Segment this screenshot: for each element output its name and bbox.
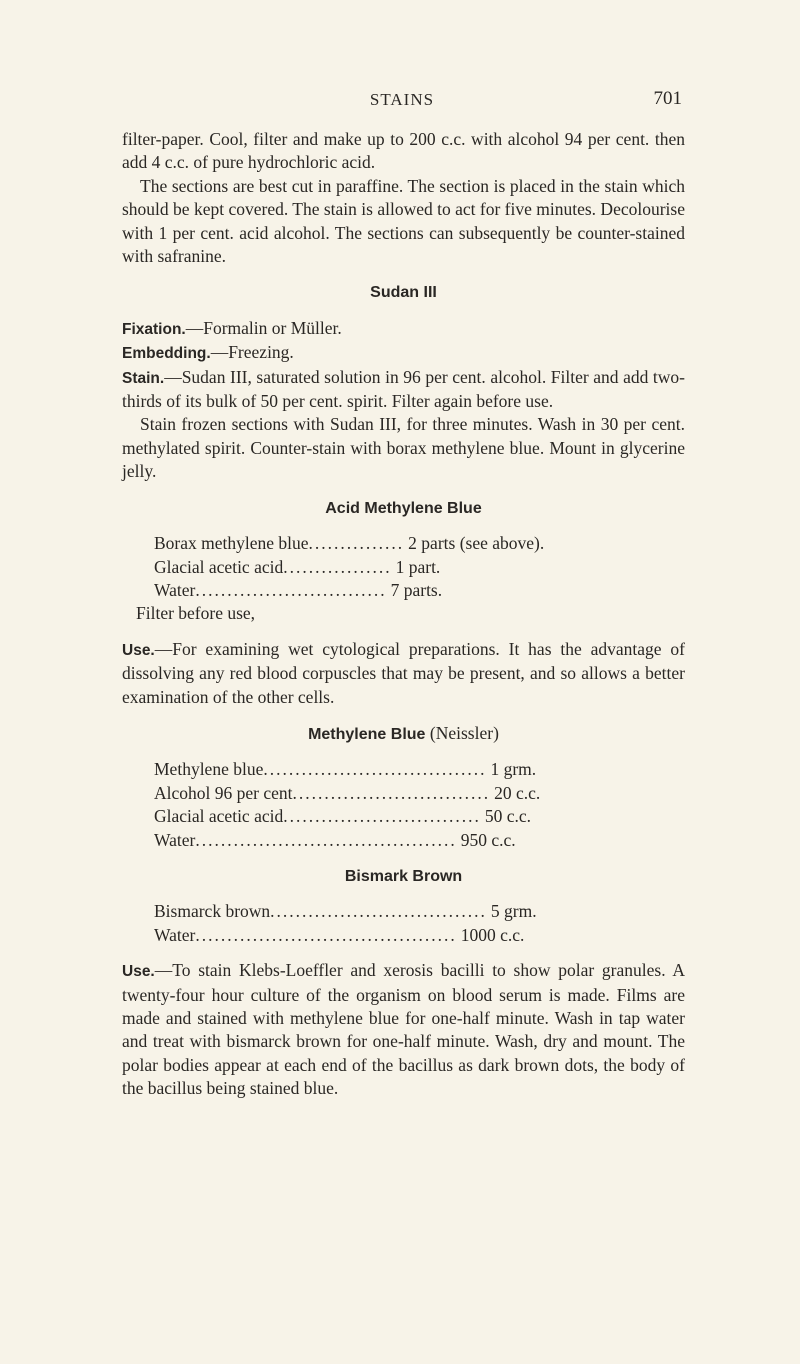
leader-dots: ......................................... [195, 829, 457, 850]
leader-dots: ............................... [283, 806, 481, 827]
recipe-row [154, 532, 685, 555]
recipe-bismark-brown [154, 900, 685, 947]
acid-methylene-use [122, 638, 685, 709]
leader-dots: ............................... [292, 782, 491, 803]
ingredient-name: Alcohol 96 per cent [154, 782, 293, 803]
sudan-embedding [122, 341, 685, 365]
ingredient-name: Borax methylene blue [154, 533, 309, 554]
leader-dots: ......................................... [195, 924, 457, 945]
ingredient-name: Glacial acetic acid [154, 556, 284, 577]
ingredient-amount: 5 grm. [490, 901, 537, 922]
paragraph-continued: filter-paper. Cool, filter and make up to 200 c.c. with alcohol 94 per cent. then add 4 c.c. of pure hydrochloric acid. [122, 129, 685, 173]
leader-dots: .............................. [195, 579, 387, 600]
leader-dots: ............... [308, 533, 405, 554]
recipe-acid-methylene-blue [154, 532, 685, 602]
recipe-methylene-blue-neissler [154, 758, 685, 852]
body-text [122, 128, 685, 1101]
recipe-row [154, 579, 685, 602]
sudan-stain-text: —Sudan III, saturated solution in 96 per cent. alcohol. Filter and add two-thirds of its bulk of 50 per cent. spirit. Filter again before use. [122, 366, 685, 412]
heading-text: Methylene Blue [308, 725, 426, 743]
ingredient-name: Water [154, 924, 196, 945]
run-in-label: Use. [122, 963, 155, 981]
recipe-row [154, 782, 685, 805]
bismark-use-text: —To stain Klebs-Loeffler and xerosis bacilli to show polar granules. A twenty-four hour culture of the organism on blood serum is made. Films are made and stained with methylene blue for one-half minute. Wash in tap water and treat with bismarck brown for one-half minute. Wash, dry and mount. The polar bodies appear at each end of the bacillus as dark brown dots, the body of the bacillus being stained blue. [122, 960, 685, 1099]
recipe-row [154, 829, 685, 852]
spacer [122, 626, 685, 638]
recipe-row [154, 900, 685, 923]
running-head [122, 88, 682, 114]
leader-dots: .................................. [270, 901, 487, 922]
paragraph-sections: The sections are best cut in paraffine. The section is placed in the stain which should be kept covered. The stain is allowed to act for five minutes. Decolourise with 1 per cent. acid alcohol. The sections can subsequently be counter-stained with safranine. [122, 175, 685, 267]
ingredient-amount: 950 c.c. [460, 829, 516, 850]
bismark-use [122, 959, 685, 1100]
heading-author: (Neissler) [429, 722, 499, 743]
ingredient-name: Bismarck brown [154, 901, 271, 922]
heading-bismark-brown: Bismark Brown [344, 867, 463, 885]
sudan-stain [122, 366, 685, 414]
sudan-fixation-text: —Formalin or Müller. [185, 317, 342, 338]
run-in-label: Embedding. [122, 345, 211, 363]
run-in-label: Stain. [122, 369, 165, 387]
heading-acid-methylene-blue: Acid Methylene Blue [325, 499, 482, 517]
acid-methylene-use-text: —For examining wet cytological preparations. It has the advantage of dissolving any red blood corpuscles that may be present, and so allows a better examination of the other cells. [122, 638, 685, 707]
recipe-row [154, 758, 685, 781]
ingredient-amount: 50 c.c. [484, 806, 532, 827]
heading-methylene-blue-neissler [122, 722, 685, 746]
ingredient-name: Water [154, 829, 196, 850]
ingredient-amount: 20 c.c. [494, 782, 541, 803]
recipe-row [154, 805, 685, 828]
page-number: 701 [653, 88, 682, 109]
sudan-method: Stain frozen sections with Sudan III, for three minutes. Wash in 30 per cent. methylated spirit. Counter-stain with borax methylene blue. Mount in glycerine jelly. [122, 414, 685, 482]
ingredient-amount: 2 parts (see above). [408, 533, 545, 554]
leader-dots: ................................... [263, 759, 487, 780]
sudan-embedding-text: —Freezing. [210, 342, 294, 363]
ingredient-amount: 1 part. [395, 556, 441, 577]
recipe-row [154, 556, 685, 579]
recipe-row [154, 924, 685, 947]
leader-dots: ................. [283, 556, 392, 577]
sudan-fixation [122, 317, 685, 341]
running-title: STAINS [369, 90, 435, 109]
ingredient-name: Water [154, 579, 196, 600]
ingredient-name: Glacial acetic acid [154, 806, 284, 827]
ingredient-name: Methylene blue [154, 759, 264, 780]
ingredient-amount: 1000 c.c. [460, 924, 525, 945]
ingredient-amount: 7 parts. [390, 579, 443, 600]
run-in-label: Use. [122, 641, 155, 659]
spacer [122, 947, 685, 959]
heading-sudan-iii: Sudan III [370, 284, 437, 302]
recipe-note: Filter before use, [136, 603, 256, 624]
run-in-label: Fixation. [122, 320, 186, 338]
ingredient-amount: 1 grm. [490, 759, 537, 780]
